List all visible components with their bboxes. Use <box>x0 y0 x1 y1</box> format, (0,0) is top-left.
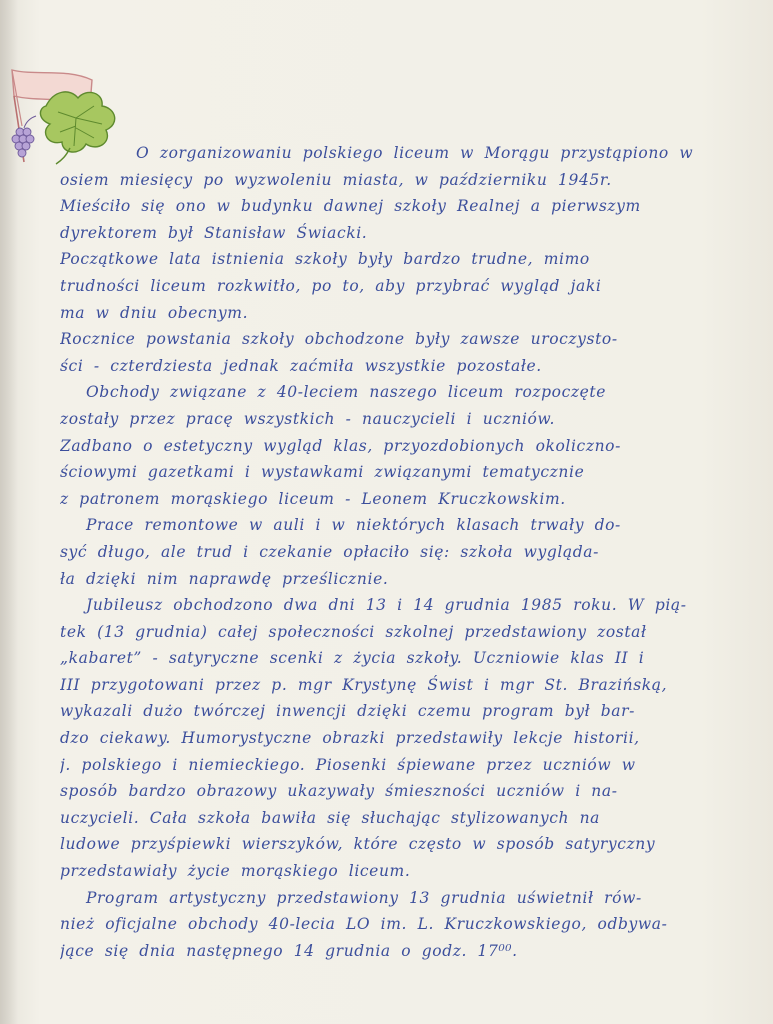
text-line: Rocznice powstania szkoły obchodzone były zawsze uroczysto- <box>60 330 618 349</box>
text-line: wykazali dużo twórczej inwencji dzięki czemu program był bar- <box>60 702 635 721</box>
text-line: dzo ciekawy. Humorystyczne obrazki przedstawiły lekcje historii, <box>60 729 640 748</box>
text-line: Początkowe lata istnienia szkoły były bardzo trudne, mimo <box>60 250 590 269</box>
text-line: ści - czterdziesta jednak zaćmiła wszystkie pozostałe. <box>60 356 542 375</box>
text-line: z patronem morąskiego liceum - Leonem Kruczkowskim. <box>60 489 566 508</box>
text-line: ma w dniu obecnym. <box>60 303 249 322</box>
text-line: uczycieli. Cała szkoła bawiła się słuchając stylizowanych na <box>60 808 601 827</box>
text-line: ła dzięki nim naprawdę prześlicznie. <box>60 569 389 588</box>
text-line: przedstawiały życie morąskiego liceum. <box>60 862 411 881</box>
text-line: j. polskiego i niemieckiego. Piosenki śpiewane przez uczniów w <box>60 755 636 774</box>
text-line: zostały przez pracę wszystkich - nauczycieli i uczniów. <box>60 409 555 428</box>
text-line: jące się dnia następnego 14 grudnia o godz. 17⁰⁰. <box>60 941 518 960</box>
text-line: nież oficjalne obchody 40-lecia LO im. L. Kruczkowskiego, odbywa- <box>60 915 668 934</box>
text-line: syć długo, ale trud i czekanie opłaciło się: szkoła wygląda- <box>60 542 599 561</box>
text-line: Program artystyczny przedstawiony 13 grudnia uświetnił rów- <box>86 888 642 907</box>
text-line: ludowe przyśpiewki wierszyków, które często w sposób satyryczny <box>60 835 656 854</box>
text-line: sposób bardzo obrazowy ukazywały śmieszności uczniów i na- <box>60 782 618 801</box>
text-line: Mieściło się ono w budynku dawnej szkoły Realnej a pierwszym <box>60 197 641 216</box>
text-line: O zorganizowaniu polskiego liceum w Morągu przystąpiono w <box>136 144 694 162</box>
text-line: Obchody związane z 40-leciem naszego liceum rozpoczęte <box>86 383 607 402</box>
text-line: tek (13 grudnia) całej społeczności szkolnej przedstawiony został <box>60 622 647 641</box>
text-line: „kabaret” - satyryczne scenki z życia szkoły. Uczniowie klas II i <box>60 649 645 668</box>
text-line: dyrektorem był Stanisław Świacki. <box>60 223 368 242</box>
text-line: trudności liceum rozkwitło, po to, aby przybrać wygląd jaki <box>60 276 602 295</box>
handwritten-text <box>60 140 720 964</box>
text-line: Zadbano o estetyczny wygląd klas, przyozdobionych okoliczno- <box>60 436 621 455</box>
text-line: ściowymi gazetkami i wystawkami związanymi tematycznie <box>60 463 585 482</box>
text-line: III przygotowani przez p. mgr Krystynę Świst i mgr St. Brazińską, <box>60 675 668 694</box>
text-line: Prace remontowe w auli i w niektórych klasach trwały do- <box>86 516 621 535</box>
text-line: osiem miesięcy po wyzwoleniu miasta, w październiku 1945r. <box>60 170 612 189</box>
text-line: Jubileusz obchodzono dwa dni 13 i 14 grudnia 1985 roku. W pią- <box>86 596 687 615</box>
